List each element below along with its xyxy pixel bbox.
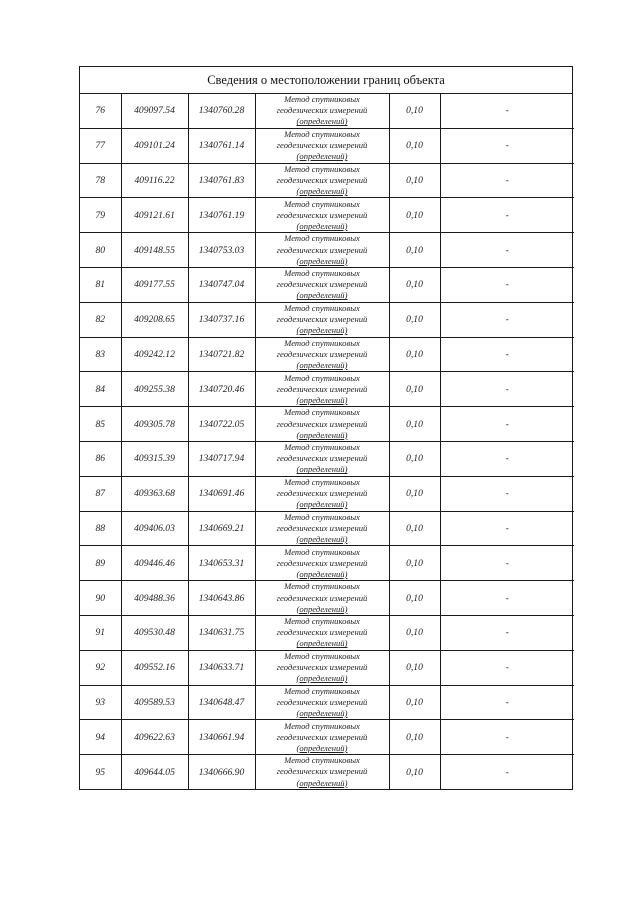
coord-y: 1340691.46 — [188, 476, 255, 511]
method-line-1: Метод спутниковых — [284, 198, 360, 209]
point-number: 85 — [80, 407, 121, 442]
description: - — [440, 372, 574, 407]
table-body — [80, 94, 574, 789]
coord-x: 409177.55 — [121, 267, 188, 302]
accuracy: 0,10 — [389, 94, 440, 128]
method-line-1: Метод спутниковых — [284, 129, 360, 140]
method-line-3: (определений) — [296, 777, 348, 788]
method-line-3: (определений) — [296, 186, 348, 197]
method-line-3: (определений) — [296, 255, 348, 266]
coord-y: 1340721.82 — [188, 337, 255, 372]
method-line-3: (определений) — [296, 707, 348, 718]
method-line-2: геодезических измерений — [276, 140, 368, 151]
method-line-1: Метод спутниковых — [284, 511, 360, 522]
coord-y: 1340720.46 — [188, 372, 255, 407]
coord-x: 409406.03 — [121, 511, 188, 546]
method-line-3: (определений) — [296, 325, 348, 336]
point-number: 83 — [80, 337, 121, 372]
coord-x: 409363.68 — [121, 476, 188, 511]
table-row — [80, 128, 574, 163]
method-line-2: геодезических измерений — [276, 488, 368, 499]
coord-x: 409552.16 — [121, 650, 188, 685]
point-number: 89 — [80, 546, 121, 581]
accuracy: 0,10 — [389, 372, 440, 407]
point-number: 84 — [80, 372, 121, 407]
accuracy: 0,10 — [389, 685, 440, 720]
table-row — [80, 163, 574, 198]
method-line-3: (определений) — [296, 638, 348, 649]
description: - — [440, 755, 574, 789]
method-line-2: геодезических измерений — [276, 418, 368, 429]
accuracy: 0,10 — [389, 267, 440, 302]
method-cell — [255, 302, 389, 337]
method-line-1: Метод спутниковых — [284, 685, 360, 696]
method-line-3: (определений) — [296, 464, 348, 475]
method-line-3: (определений) — [296, 534, 348, 544]
description: - — [440, 163, 574, 198]
coord-x: 409622.63 — [121, 720, 188, 755]
method-cell — [255, 650, 389, 685]
table-row — [80, 372, 574, 407]
point-number: 80 — [80, 233, 121, 268]
coord-y: 1340653.31 — [188, 546, 255, 581]
method-cell — [255, 267, 389, 302]
method-line-1: Метод спутниковых — [284, 372, 360, 383]
coord-x: 409097.54 — [121, 94, 188, 128]
description: - — [440, 581, 574, 616]
boundary-table — [79, 66, 573, 790]
coord-x: 409121.61 — [121, 198, 188, 233]
method-cell — [255, 511, 389, 546]
coord-y: 1340631.75 — [188, 615, 255, 650]
method-line-2: геодезических измерений — [276, 174, 368, 185]
table-row — [80, 720, 574, 755]
method-line-2: геодезических измерений — [276, 522, 368, 533]
accuracy: 0,10 — [389, 755, 440, 789]
table-row — [80, 407, 574, 442]
method-line-3: (определений) — [296, 568, 348, 579]
method-line-1: Метод спутниковых — [284, 651, 360, 661]
method-line-3: (определений) — [296, 603, 348, 614]
method-line-2: геодезических измерений — [276, 592, 368, 603]
description: - — [440, 720, 574, 755]
method-line-1: Метод спутниковых — [284, 755, 360, 766]
description: - — [440, 128, 574, 163]
method-cell — [255, 720, 389, 755]
coord-y: 1340669.21 — [188, 511, 255, 546]
method-cell — [255, 615, 389, 650]
table-row — [80, 441, 574, 476]
accuracy: 0,10 — [389, 476, 440, 511]
coord-x: 409116.22 — [121, 163, 188, 198]
coord-x: 409101.24 — [121, 128, 188, 163]
method-line-2: геодезических измерений — [276, 627, 368, 638]
point-number: 81 — [80, 267, 121, 302]
method-line-2: геодезических измерений — [276, 662, 368, 673]
coord-y: 1340753.03 — [188, 233, 255, 268]
method-line-1: Метод спутниковых — [284, 268, 360, 279]
method-line-1: Метод спутниковых — [284, 163, 360, 174]
description: - — [440, 546, 574, 581]
table-title: Сведения о местоположении границ объекта — [80, 67, 572, 94]
table-row — [80, 476, 574, 511]
method-line-3: (определений) — [296, 742, 348, 753]
method-line-1: Метод спутниковых — [284, 94, 360, 105]
description: - — [440, 302, 574, 337]
point-number: 76 — [80, 94, 121, 128]
description: - — [440, 94, 574, 128]
method-line-1: Метод спутниковых — [284, 720, 360, 731]
accuracy: 0,10 — [389, 337, 440, 372]
table-row — [80, 233, 574, 268]
description: - — [440, 441, 574, 476]
table-row — [80, 511, 574, 546]
point-number: 79 — [80, 198, 121, 233]
description: - — [440, 685, 574, 720]
accuracy: 0,10 — [389, 511, 440, 546]
table-row — [80, 615, 574, 650]
table-row — [80, 685, 574, 720]
table-row — [80, 755, 574, 789]
method-cell — [255, 441, 389, 476]
method-line-2: геодезических измерений — [276, 696, 368, 707]
coord-y: 1340760.28 — [188, 94, 255, 128]
coord-y: 1340661.94 — [188, 720, 255, 755]
description: - — [440, 198, 574, 233]
method-line-1: Метод спутниковых — [284, 442, 360, 453]
point-number: 95 — [80, 755, 121, 789]
method-line-1: Метод спутниковых — [284, 581, 360, 592]
method-line-1: Метод спутниковых — [284, 233, 360, 244]
method-line-2: геодезических измерений — [276, 244, 368, 255]
method-line-3: (определений) — [296, 151, 348, 162]
point-number: 93 — [80, 685, 121, 720]
coord-x: 409315.39 — [121, 441, 188, 476]
method-cell — [255, 407, 389, 442]
coord-y: 1340747.04 — [188, 267, 255, 302]
table-row — [80, 198, 574, 233]
coord-x: 409242.12 — [121, 337, 188, 372]
point-number: 88 — [80, 511, 121, 546]
description: - — [440, 267, 574, 302]
coord-y: 1340643.86 — [188, 581, 255, 616]
method-cell — [255, 337, 389, 372]
table-row — [80, 302, 574, 337]
coord-x: 409148.55 — [121, 233, 188, 268]
coord-x: 409530.48 — [121, 615, 188, 650]
method-line-3: (определений) — [296, 290, 348, 301]
description: - — [440, 476, 574, 511]
coord-y: 1340717.94 — [188, 441, 255, 476]
method-cell — [255, 546, 389, 581]
coord-y: 1340761.19 — [188, 198, 255, 233]
method-line-1: Метод спутниковых — [284, 337, 360, 348]
point-number: 91 — [80, 615, 121, 650]
coord-x: 409446.46 — [121, 546, 188, 581]
method-line-3: (определений) — [296, 499, 348, 510]
accuracy: 0,10 — [389, 581, 440, 616]
table-row — [80, 94, 574, 128]
point-number: 86 — [80, 441, 121, 476]
coord-x: 409644.05 — [121, 755, 188, 789]
point-number: 90 — [80, 581, 121, 616]
point-number: 87 — [80, 476, 121, 511]
coord-x: 409208.65 — [121, 302, 188, 337]
method-cell — [255, 685, 389, 720]
method-cell — [255, 198, 389, 233]
coord-y: 1340633.71 — [188, 650, 255, 685]
method-line-3: (определений) — [296, 116, 348, 127]
coord-x: 409305.78 — [121, 407, 188, 442]
accuracy: 0,10 — [389, 128, 440, 163]
accuracy: 0,10 — [389, 650, 440, 685]
method-line-3: (определений) — [296, 429, 348, 440]
method-line-1: Метод спутниковых — [284, 303, 360, 314]
method-cell — [255, 581, 389, 616]
description: - — [440, 337, 574, 372]
accuracy: 0,10 — [389, 233, 440, 268]
method-cell — [255, 94, 389, 128]
table-row — [80, 267, 574, 302]
method-line-2: геодезических измерений — [276, 766, 368, 777]
point-number: 94 — [80, 720, 121, 755]
method-cell — [255, 163, 389, 198]
method-cell — [255, 233, 389, 268]
method-line-1: Метод спутниковых — [284, 546, 360, 557]
method-cell — [255, 128, 389, 163]
method-line-1: Метод спутниковых — [284, 477, 360, 488]
method-line-1: Метод спутниковых — [284, 616, 360, 627]
method-cell — [255, 755, 389, 789]
method-line-3: (определений) — [296, 360, 348, 371]
point-number: 82 — [80, 302, 121, 337]
method-line-2: геодезических измерений — [276, 348, 368, 359]
method-line-3: (определений) — [296, 394, 348, 405]
method-line-2: геодезических измерений — [276, 279, 368, 290]
method-cell — [255, 372, 389, 407]
coord-x: 409488.36 — [121, 581, 188, 616]
coord-x: 409589.53 — [121, 685, 188, 720]
table-row — [80, 546, 574, 581]
method-line-2: геодезических измерений — [276, 731, 368, 742]
coord-y: 1340648.47 — [188, 685, 255, 720]
method-line-2: геодезических измерений — [276, 209, 368, 220]
point-number: 92 — [80, 650, 121, 685]
table-row — [80, 650, 574, 685]
description: - — [440, 233, 574, 268]
accuracy: 0,10 — [389, 546, 440, 581]
description: - — [440, 407, 574, 442]
method-line-3: (определений) — [296, 220, 348, 231]
method-line-2: геодезических измерений — [276, 383, 368, 394]
method-line-1: Метод спутниковых — [284, 407, 360, 418]
method-line-2: геодезических измерений — [276, 453, 368, 464]
point-number: 77 — [80, 128, 121, 163]
table-row — [80, 581, 574, 616]
description: - — [440, 511, 574, 546]
coord-x: 409255.38 — [121, 372, 188, 407]
point-number: 78 — [80, 163, 121, 198]
coord-y: 1340761.83 — [188, 163, 255, 198]
table-row — [80, 337, 574, 372]
coord-y: 1340666.90 — [188, 755, 255, 789]
coord-y: 1340722.05 — [188, 407, 255, 442]
accuracy: 0,10 — [389, 198, 440, 233]
coordinates-table — [80, 94, 574, 789]
description: - — [440, 650, 574, 685]
accuracy: 0,10 — [389, 615, 440, 650]
accuracy: 0,10 — [389, 163, 440, 198]
accuracy: 0,10 — [389, 720, 440, 755]
coord-y: 1340761.14 — [188, 128, 255, 163]
accuracy: 0,10 — [389, 407, 440, 442]
method-line-2: геодезических измерений — [276, 314, 368, 325]
method-line-2: геодезических измерений — [276, 105, 368, 116]
coord-y: 1340737.16 — [188, 302, 255, 337]
method-line-2: геодезических измерений — [276, 557, 368, 568]
accuracy: 0,10 — [389, 302, 440, 337]
description: - — [440, 615, 574, 650]
accuracy: 0,10 — [389, 441, 440, 476]
method-cell — [255, 476, 389, 511]
method-line-3: (определений) — [296, 673, 348, 684]
